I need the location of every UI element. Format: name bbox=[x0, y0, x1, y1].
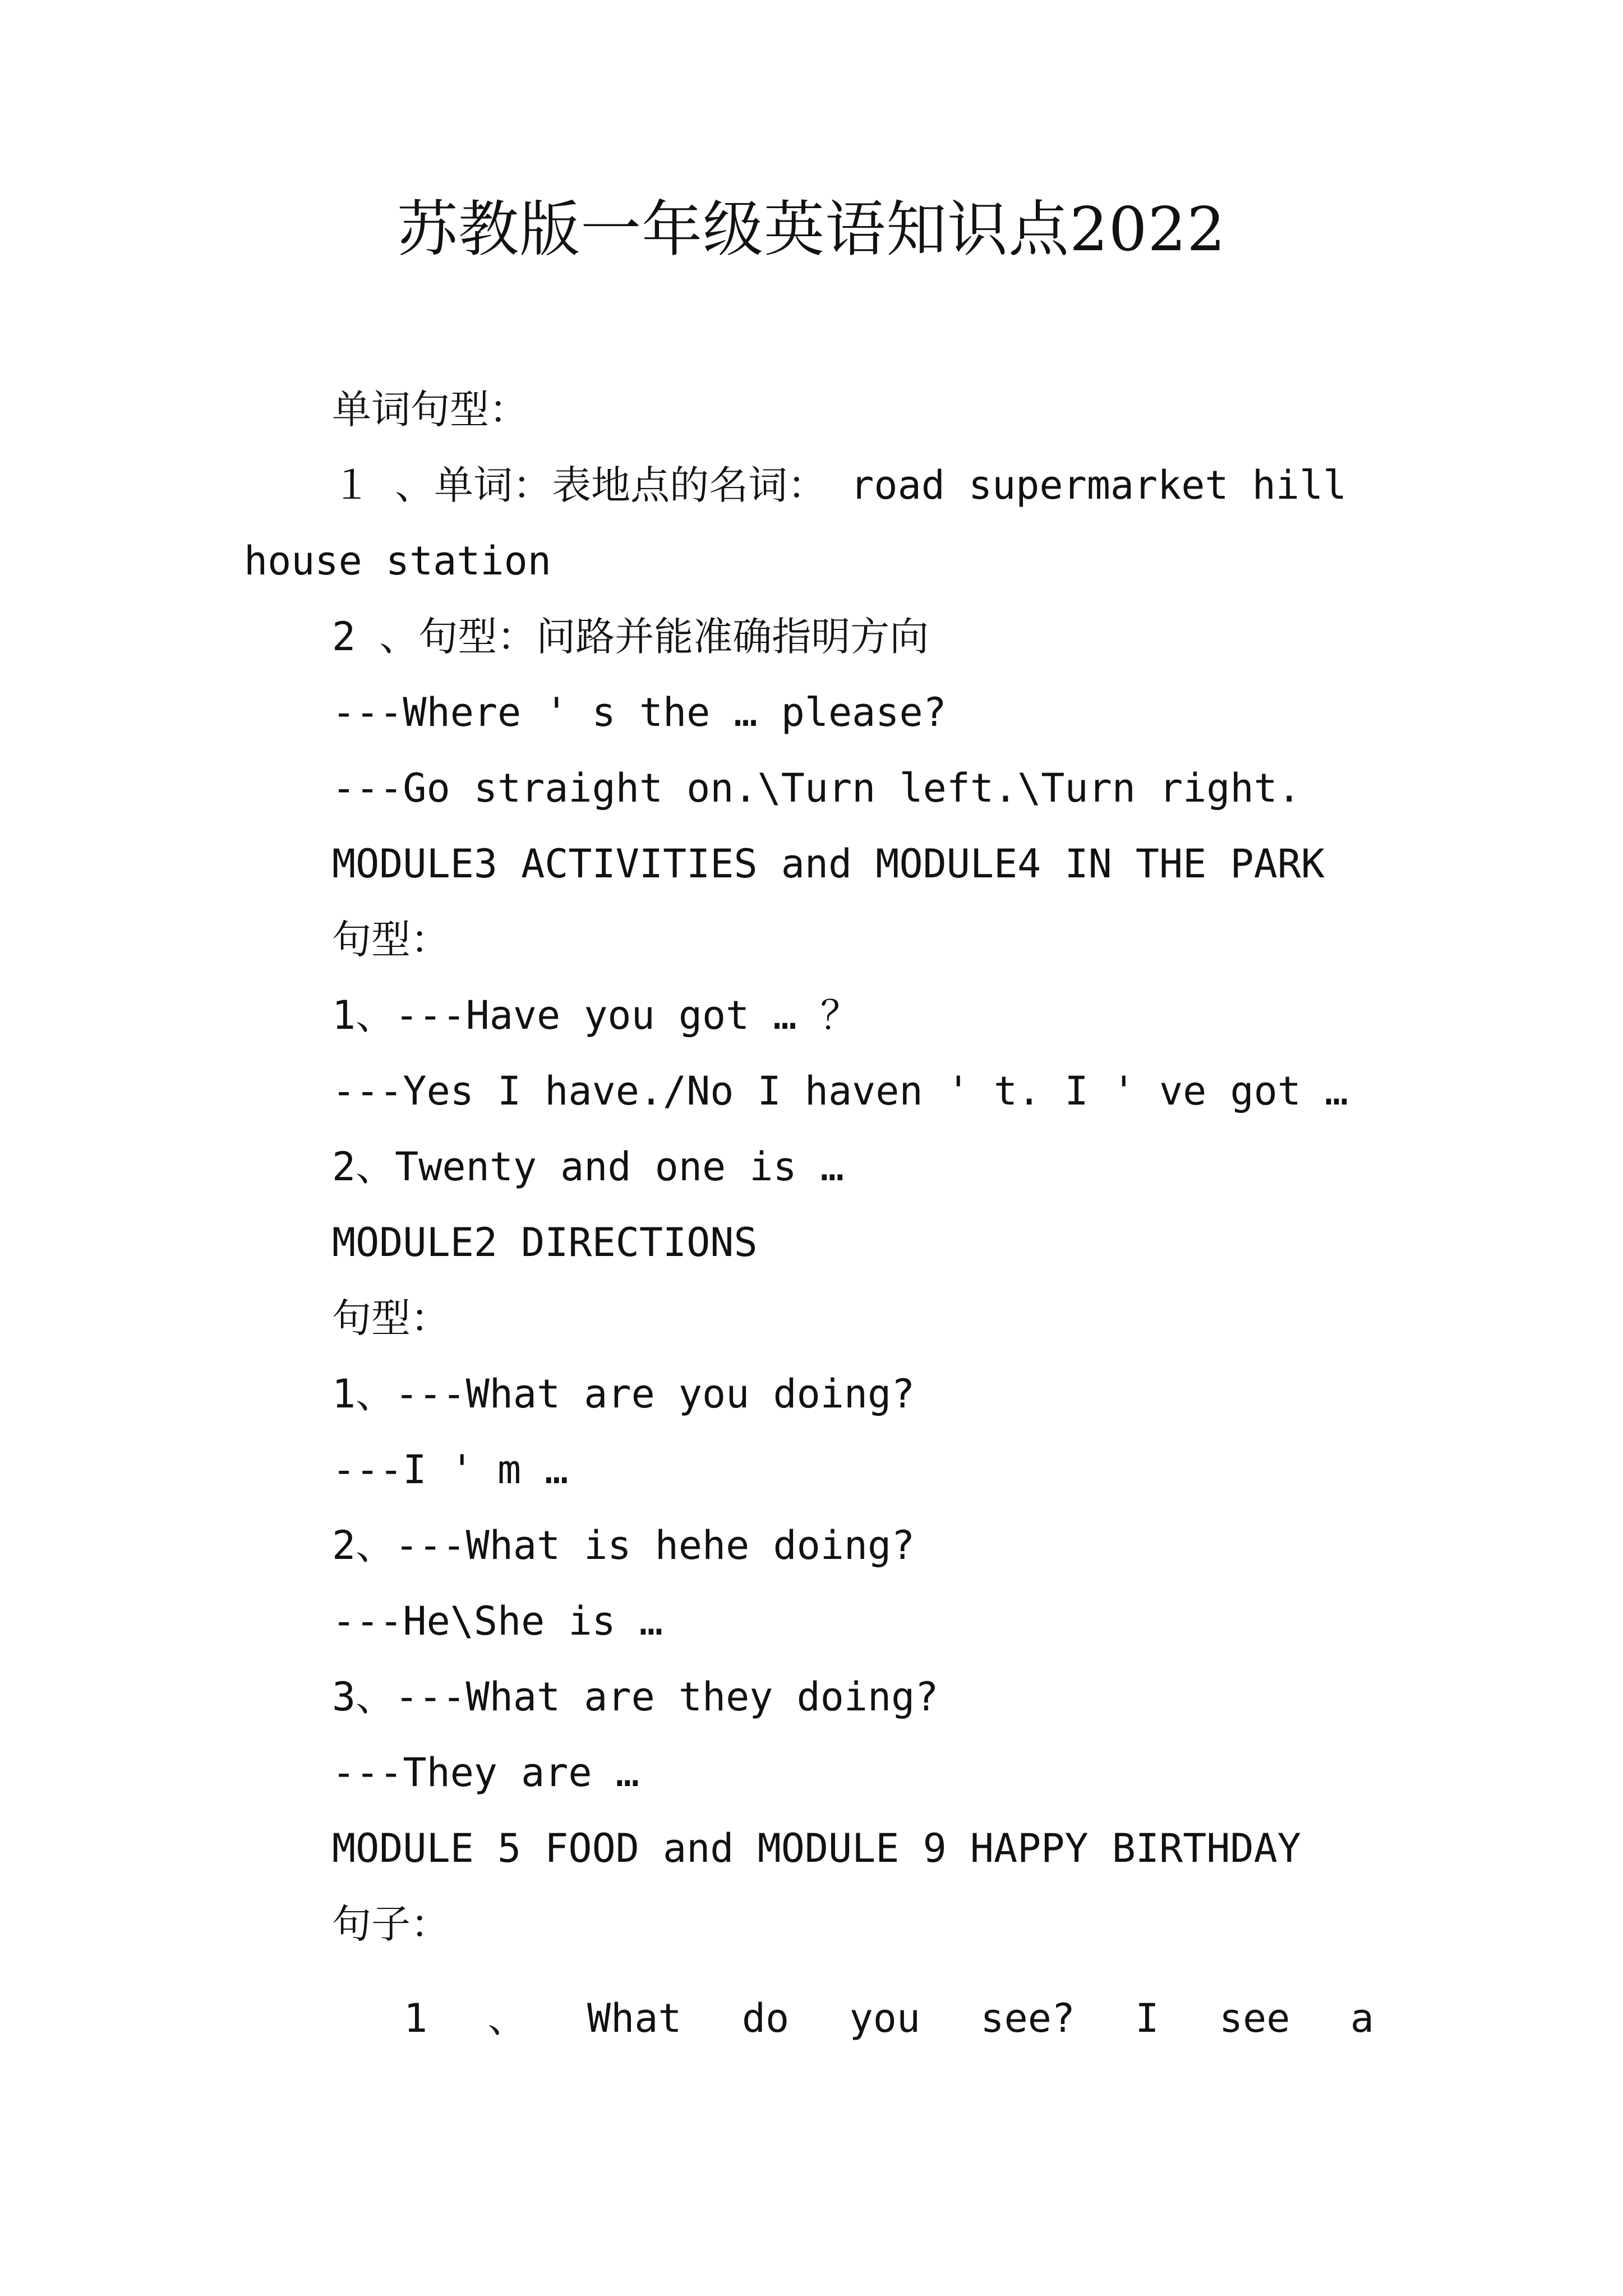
text-line: ---Where ' s the … please? bbox=[332, 689, 947, 735]
justified-line bbox=[404, 1990, 1374, 2046]
text-line: ---Yes I have./No I haven ' t. I ' ve got … bbox=[332, 1068, 1349, 1114]
text-line: ---I ' m … bbox=[332, 1447, 569, 1493]
text-line: 句子： bbox=[332, 1901, 450, 1947]
word: I bbox=[1135, 1995, 1159, 2041]
word: see bbox=[1219, 1995, 1290, 2041]
text-line: 2、---What is hehe doing? bbox=[332, 1522, 915, 1568]
word: 1 bbox=[404, 1995, 428, 2041]
word: do bbox=[741, 1995, 790, 2041]
text-line: ---They are … bbox=[332, 1750, 639, 1796]
section-heading: MODULE2 DIRECTIONS bbox=[332, 1220, 758, 1266]
text-line: ---Go straight on.\Turn left.\Turn right. bbox=[332, 765, 1301, 811]
text-line: ---He\She is … bbox=[332, 1598, 663, 1644]
text-line: 单词句型： bbox=[332, 386, 528, 432]
word: 、 bbox=[487, 1995, 527, 2041]
text-line: 2、Twenty and one is … bbox=[332, 1144, 844, 1190]
document-title: 苏教版一年级英语知识点2022 bbox=[397, 195, 1226, 265]
text-line: 2 、句型：问路并能准确指明方向 bbox=[332, 614, 929, 660]
text-line: 句型： bbox=[332, 917, 450, 963]
text-line: 1、---Have you got … ？ bbox=[332, 992, 860, 1038]
word: you bbox=[849, 1995, 921, 2041]
section-heading: MODULE3 ACTIVITIES and MODULE4 IN THE PARK bbox=[332, 841, 1325, 887]
word: see? bbox=[980, 1995, 1075, 2041]
word: What bbox=[587, 1995, 682, 2041]
text-line: 1、---What are you doing? bbox=[332, 1371, 915, 1417]
text-line: 句型： bbox=[332, 1295, 450, 1341]
word: a bbox=[1350, 1995, 1374, 2041]
text-line: １ 、单词：表地点的名词： road supermarket hill bbox=[332, 462, 1347, 508]
text-line: 3、---What are they doing? bbox=[332, 1674, 939, 1720]
text-line: house station bbox=[244, 538, 551, 584]
section-heading: MODULE 5 FOOD and MODULE 9 HAPPY BIRTHDAY bbox=[332, 1825, 1301, 1871]
